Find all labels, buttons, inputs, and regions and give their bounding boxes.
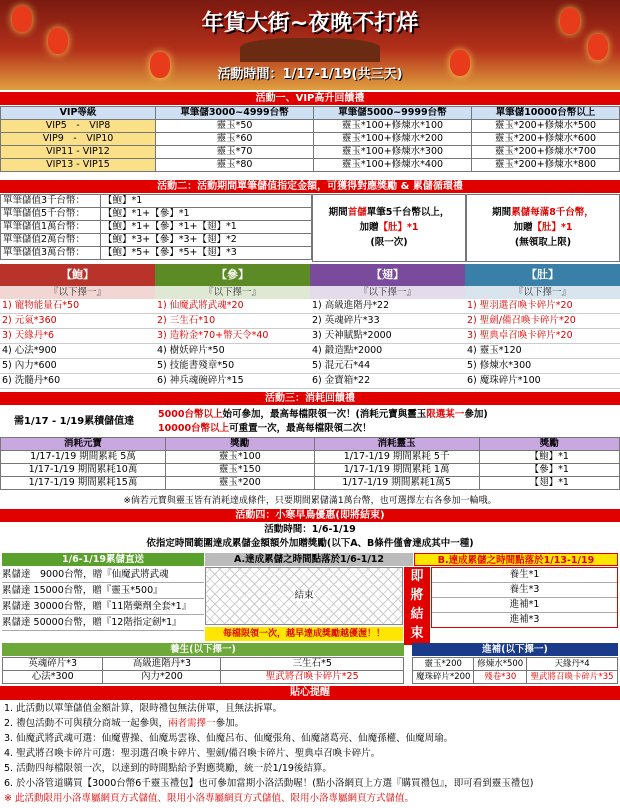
tips-title: 貼心提醒 [0,686,620,700]
tonic-header: 進補(以下擇一) [412,643,618,656]
tonic-cell: 天緣丹*4 [527,658,618,671]
consume-cell: 靈玉*100 [166,451,315,464]
section-3-title: 活動三：消耗回饋禮 [0,392,620,405]
consume-rule-2 [158,420,372,434]
nourish-cell: 內力*200 [103,671,221,684]
condition-a-header: A.達成累儲之時間點落於1/6-1/12 [205,553,413,566]
reward-cell: 靈玉*200+修煉水*500 [471,120,619,133]
deposit-reward: 【鮑】*1 [101,195,312,208]
consume-cell: 【參】*1 [479,464,619,477]
nourish-cell: 英魂碎片*3 [3,658,103,671]
tip-item: 4. 聖武將召喚卡碎片可選：聖羽選召喚卡碎片、聖劍/備召喚卡碎片、聖典卓召喚卡碎片。 [4,748,381,759]
condition-b-header: B.達成累儲之時間點落於1/13-1/19 [414,553,618,566]
vip-table [0,106,620,172]
single-deposit-table [0,194,312,260]
consume-cell: 靈玉*200 [166,477,315,490]
consume-header: 獎勵 [166,438,315,451]
first-deposit-bonus [312,194,466,262]
reward-cell: 靈玉*200+修煉水*700 [471,146,619,159]
consume-rule-1 [158,406,488,420]
reward-option: 6) 魔珠碎片*100 [465,374,620,389]
consume-cell: 1/17-1/19 期間累耗 1萬 [314,464,479,477]
deposit-reward: 【鮑】*1+【參】*1 [101,208,312,221]
vip-level: VIP11 - VIP12 [1,146,156,159]
tip-item: 1. 此活動以單筆儲值金額計算，限時禮包無法併單，且無法拆單。 [4,703,283,714]
consume-header: 消耗元寶 [1,438,166,451]
text: 期間 [328,207,348,218]
nourish-cell: 高級進階丹*3 [103,658,221,671]
vip-level: VIP13 - VIP15 [1,159,156,172]
reward-cell: 靈玉*70 [156,146,314,159]
reward-option: 2) 三生石*10 [155,314,310,329]
event-date: 活動時間：1/17-1/19(共三天) [217,67,403,82]
direct-reward-list [2,567,204,631]
tip-item: 3. 仙魔武將武魂可選：仙魔曹操、仙魔馬雲祿、仙魔呂布、仙魔張角、仙魔諸葛亮、仙魔孫權、仙魔周瑜。 [4,733,454,744]
consume-cell: 靈玉*150 [166,464,315,477]
reward-column-title: 【鮑】 [0,264,155,286]
consume-cell: 1/17-1/19 期間累耗 5千 [314,451,479,464]
reward-option: 1) 寵物能量石*50 [0,299,155,314]
text: (無領取上限) [514,237,572,248]
cumulative-deposit-bonus [466,194,620,262]
reward-column [465,264,620,389]
consume-cell: 【鮑】*1 [479,451,619,464]
reward-column-subtitle: 『以下擇一』 [310,286,465,299]
section-4-title: 活動四：小寒早鳥優惠(即將結束) [0,509,620,522]
tip-item [0,716,620,731]
text: 2. 禮包活動不可與積分商城一起參與， [4,718,169,729]
section-4-date: 活動時間：1/6-1/19 [264,524,356,535]
deposit-reward: 【鮑】*3+【參】*3+【翅】*2 [101,234,312,247]
tonic-table [412,657,618,684]
text: 參加。 [215,718,245,729]
text: 參加) [464,409,488,420]
reward-option: 4) 樹妖碎片*50 [155,344,310,359]
consume-cell: 1/17-1/19 期間累耗10萬 [1,464,166,477]
reward-option: 3) 聖典卓召喚卡碎片*20 [465,329,620,344]
nourish-cell: 三生石*5 [221,658,404,671]
reward-option: 4) 心法*900 [0,344,155,359]
consume-note: ※倘若元寶與靈玉皆有消耗達成條件，只要期間累儲滿1萬台幣，也可選擇左右各參加一輪哦。 [123,496,497,506]
deposit-tier: 單筆儲值3萬台幣： [1,247,101,260]
reward-column-title: 【肚】 [465,264,620,286]
nourish-header: 養生(以下擇一) [2,643,404,656]
tonic-cell: 修煉水*500 [474,658,527,671]
reward-cell: 靈玉*80 [156,159,314,172]
consume-header: 消耗靈玉 [314,438,479,451]
nourish-cell: 聖武將召喚卡碎片*25 [221,671,404,684]
reward-option: 1) 高級進階丹*22 [310,299,465,314]
section-1-title: 活動一、VIP高升回饋禮 [0,92,620,105]
condition-b-item: 養生*3 [432,583,617,598]
consume-cell: 【翅】*1 [479,477,619,490]
text: 兩者需擇一 [168,718,216,729]
reward-cell: 靈玉*100+修煉水*200 [313,133,471,146]
tonic-cell: 殘卷*30 [474,671,527,684]
tip-item: ※ 此活動限用小洛專屬網頁方式儲值、限用小洛專屬網頁方式儲值、限用小洛專屬網頁方式儲值。 [4,793,414,804]
text: 單筆5千台幣以上， [366,207,450,218]
tips-list [0,701,620,806]
condition-b-item: 進補*1 [432,598,617,613]
text: 加贈 [513,222,533,233]
text: 10000台幣以上 [158,423,230,434]
text: 期間 [492,207,512,218]
reward-option: 1) 聖羽選召喚卡碎片*20 [465,299,620,314]
text: 5000台幣以上 [158,409,223,420]
section-2-title: 活動二：活動期間單筆儲值指定金額，可獲得對應獎勵 & 累儲循環禮 [0,180,620,193]
text: 限選某一 [426,409,465,420]
page-title: 年貨大街~夜晚不打烊 [201,11,419,36]
text: 結 [410,607,424,622]
reward-option: 3) 天緣丹*6 [0,329,155,344]
text: 即 [410,569,424,584]
consume-table [0,437,620,490]
reward-option: 5) 修煉水*300 [465,359,620,374]
reward-columns [0,264,620,392]
tonic-cell: 聖武將召喚卡碎片*35 [527,671,618,684]
text: 束 [410,626,424,641]
text: 可重置一次，最高每檔限領二次！ [229,423,372,434]
text: 加贈 [359,222,379,233]
reward-column-subtitle: 『以下擇一』 [465,286,620,299]
vip-level: VIP5 - VIP8 [1,120,156,133]
temple-roof-decoration [240,38,380,62]
vip-header: 單筆儲3000~4999台幣 [156,107,314,120]
reward-column [310,264,465,389]
deposit-tier: 單筆儲值2萬台幣： [1,234,101,247]
nourish-cell: 心法*300 [3,671,103,684]
consume-header: 獎勵 [479,438,619,451]
direct-reward-item: 累儲達 50000台幣，贈『12階指定劍*1』 [2,615,204,631]
tip-item: 6. 於小洛管道購買【3000台幣6千靈玉禮包】也可參加當期小洛活動喔！(點小洛網頁上方選『購買禮包』，即可看到靈玉禮包) [4,778,534,789]
text: 首儲 [347,207,367,218]
text: 累儲每滿8千台幣， [511,207,594,218]
condition-b-item: 進補*3 [509,614,540,625]
reward-option: 2) 英魂碎片*33 [310,314,465,329]
vip-header: 單筆儲10000台幣以上 [471,107,619,120]
event-banner [0,0,620,90]
reward-option: 6) 神兵魂碗碎片*15 [155,374,310,389]
ended-label: 結束 [294,590,314,601]
reward-option: 4) 鍛造點*2000 [310,344,465,359]
lantern-icon [588,34,608,60]
deposit-reward: 【鮑】*1+【參】*1+【翅】*1 [101,221,312,234]
consume-cell: 1/17-1/19 期間累耗 5萬 [1,451,166,464]
text: 始可參加，最高每檔限領一次！(消耗元寶與靈玉 [222,409,427,420]
reward-column-subtitle: 『以下擇一』 [0,286,155,299]
reward-cell: 靈玉*200+修煉水*800 [471,159,619,172]
deposit-reward: 【鮑】*5+【參】*5+【翅】*3 [101,247,312,260]
reward-option: 2) 元氣*360 [0,314,155,329]
condition-a-ended [205,567,403,625]
consume-cell: 1/17-1/19 期間累耗15萬 [1,477,166,490]
reward-option: 6) 金寶箱*22 [310,374,465,389]
reward-cell: 靈玉*100+修煉水*300 [313,146,471,159]
reward-column [155,264,310,389]
tonic-cell: 靈玉*200 [413,658,474,671]
text: 將 [410,588,424,603]
consume-cell: 1/17-1/19 期間累耗1萬5 [314,477,479,490]
reward-column-title: 【翅】 [310,264,465,286]
deposit-tier: 單筆儲值5千台幣： [1,208,101,221]
reward-cell: 靈玉*60 [156,133,314,146]
condition-b-list [431,567,618,628]
direct-reward-item: 累儲達 30000台幣，贈『11階藥劑全套*1』 [2,599,204,615]
text: (限一次) [370,237,408,248]
tonic-cell: 魔珠碎片*200 [413,671,474,684]
vip-level: VIP9 - VIP10 [1,133,156,146]
text: 【肚】*1 [532,222,573,233]
reward-column-title: 【參】 [155,264,310,286]
reward-cell: 靈玉*100+修煉水*100 [313,120,471,133]
consume-requirement: 需1/17 - 1/19累積儲值達 [14,416,135,427]
deposit-tier: 單筆儲值1萬台幣： [1,221,101,234]
direct-reward-item: 累儲達 15000台幣，贈『靈玉*500』 [2,583,204,599]
nourish-table [2,657,404,684]
reward-option: 6) 洗髓丹*60 [0,374,155,389]
reward-option: 5) 技能書殘章*50 [155,359,310,374]
reward-option: 5) 混元石*44 [310,359,465,374]
reward-option: 2) 聖劍/備召喚卡碎片*20 [465,314,620,329]
section-4-desc: 依指定時間範圍達成累儲金額額外加贈獎勵(以下A、B條件僅會達成其中一種) [146,538,474,549]
reward-cell: 靈玉*200+修煉水*600 [471,133,619,146]
vip-header: VIP等級 [1,107,156,120]
condition-b-item: 養生*1 [432,568,617,583]
reward-column-subtitle: 『以下擇一』 [155,286,310,299]
reward-option: 3) 天神賦點*2000 [310,329,465,344]
reward-option: 4) 靈玉*120 [465,344,620,359]
ending-soon-tag [404,567,430,645]
reward-option: 1) 仙魔武將武魂*20 [155,299,310,314]
direct-reward-item: 累儲達 9000台幣，贈『仙魔武將武魂 [2,567,204,583]
reward-column [0,264,155,389]
reward-option: 5) 內力*600 [0,359,155,374]
text: 【肚】*1 [378,222,419,233]
reward-option: 3) 造粉金*70+幣天令*40 [155,329,310,344]
reward-cell: 靈玉*50 [156,120,314,133]
direct-reward-header: 1/6-1/19累儲直送 [2,553,204,566]
deposit-tier: 單筆儲值3千台幣： [1,195,101,208]
limit-note: 每檔限領一次，越早達成獎勵越優渥！！ [205,627,403,641]
tip-item: 5. 活動四每檔限領一次，以達到的時間點給予對應獎勵，統一於1/19後結算。 [4,763,332,774]
vip-header: 單筆儲5000~9999台幣 [313,107,471,120]
reward-cell: 靈玉*100+修煉水*400 [313,159,471,172]
